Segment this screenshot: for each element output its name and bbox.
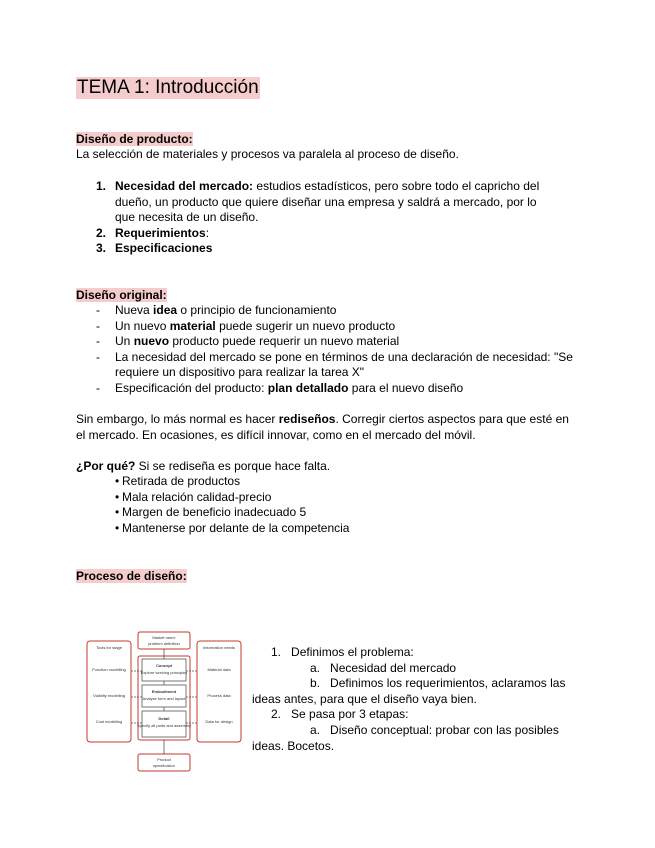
- diagram-stage-embodiment: Embodiment: [151, 689, 177, 694]
- rediseno-paragraph: Sin embargo, lo más normal es hacer rediseños. Corregir ciertos aspectos para que esté en el mercado. En ocasiones, es difícil innovar, como en el mercado del móvil.: [76, 412, 569, 442]
- diagram-right-1: Material data: [207, 667, 231, 672]
- list-item: • Margen de beneficio inadecuado 5: [115, 505, 307, 520]
- diagram-stage-embodiment-desc: Analyse form and layout: [142, 696, 186, 701]
- list-item: 3. Especificaciones: [96, 241, 213, 256]
- diseno-original-list: [96, 303, 576, 397]
- list-item: - Un nuevo producto puede requerir un nuevo material: [96, 334, 400, 349]
- step-line: 1. Definimos el problema:: [271, 645, 414, 659]
- diseno-producto-list: [96, 179, 556, 257]
- list-item: - Nueva idea o principio de funcionamiento: [96, 303, 337, 317]
- step-line: ideas. Bocetos.: [252, 738, 335, 753]
- diagram-stage-detail-desc: Specify all parts and assembly: [136, 723, 192, 728]
- diagram-bottom-2: specification: [152, 763, 176, 768]
- list-item: • Mala relación calidad-precio: [115, 489, 272, 504]
- step-line: a. Necesidad del mercado: [310, 660, 457, 675]
- design-process-diagram: [84, 631, 244, 772]
- diseno-original-heading: Diseño original:: [76, 288, 167, 302]
- list-item: - La necesidad del mercado se pone en términos de una declaración de necesidad: "Se requiere un dispositivo para realizar la tarea X": [96, 349, 573, 380]
- diagram-stage-concept: Concept: [156, 663, 172, 668]
- list-item: - Un nuevo material puede sugerir un nuevo producto: [96, 318, 396, 333]
- list-item: 1. Necesidad del mercado: estudios estadísticos, pero sobre todo el capricho del dueño, un producto que quiere diseñar una empresa y saldrá a mercado, por lo que necesita de un diseño.: [96, 179, 540, 225]
- diagram-right-0: Information needs: [202, 645, 236, 650]
- diagram-top-2: problem definition: [148, 641, 180, 646]
- por-que-list: [115, 474, 349, 536]
- diagram-stage-concept-desc: Explore working principles: [140, 670, 188, 675]
- page-title: TEMA 1: Introducción: [77, 77, 259, 98]
- proceso-heading: Proceso de diseño:: [76, 569, 187, 583]
- diseno-producto-section: [76, 132, 576, 162]
- list-item: - Especificación del producto: plan detallado para el nuevo diseño: [96, 380, 464, 395]
- diseno-producto-heading: Diseño de producto:: [76, 132, 193, 146]
- step-line: ideas antes, para que el diseño vaya bien.: [252, 691, 477, 706]
- proceso-steps: [252, 645, 572, 754]
- diseno-producto-intro: La selección de materiales y procesos va paralela al proceso de diseño.: [76, 147, 459, 161]
- por-que-line: ¿Por qué? Si se rediseña es porque hace falta.: [76, 459, 331, 473]
- step-line: b. Definimos los requerimientos, aclaramos las: [310, 676, 566, 691]
- diagram-right-3: Data for design: [205, 719, 233, 724]
- diagram-right-2: Process data: [207, 693, 231, 698]
- list-item: 2. Requerimientos:: [96, 225, 210, 240]
- diagram-left-3: Cost modelling: [95, 719, 123, 724]
- list-item: • Retirada de productos: [115, 474, 241, 488]
- step-line: 2. Se pasa por 3 etapas:: [271, 707, 409, 722]
- diagram-top-1: Market need:: [152, 635, 176, 640]
- diagram-stage-detail: Detail: [158, 716, 170, 721]
- list-item: • Mantenerse por delante de la competencia: [115, 520, 350, 535]
- diagram-left-2: Viability modelling: [93, 693, 125, 698]
- step-line: a. Diseño conceptual: probar con las posibles: [310, 722, 559, 737]
- diagram-bottom-1: Product: [157, 757, 171, 762]
- diagram-left-0: Tools for stage: [95, 645, 123, 650]
- diagram-left-1: Function modelling: [92, 667, 126, 672]
